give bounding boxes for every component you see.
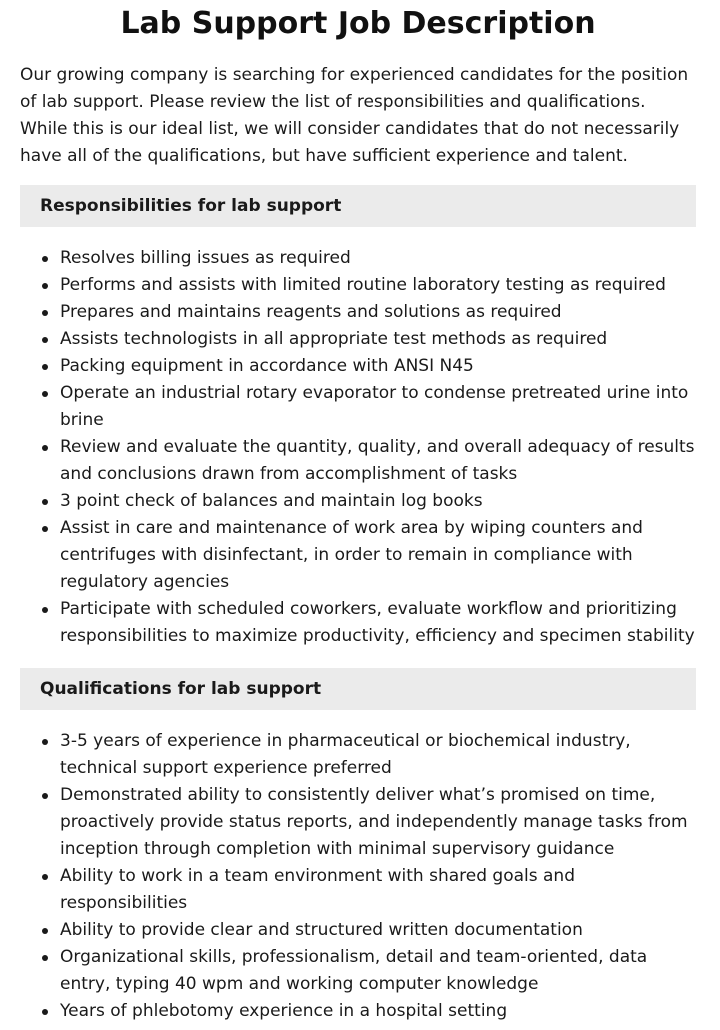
responsibility-item: Assists technologists in all appropriate test methods as required: [60, 326, 696, 353]
responsibilities-header: Responsibilities for lab support: [20, 185, 696, 227]
responsibilities-list: [20, 245, 696, 650]
responsibility-item: Packing equipment in accordance with ANSI N45: [60, 353, 696, 380]
qualification-item: Demonstrated ability to consistently deliver what’s promised on time, proactively provide status reports, and independently manage tasks from inception through completion with minimal supervisory guidance: [60, 782, 696, 863]
qualification-item: Years of phlebotomy experience in a hospital setting: [60, 998, 696, 1025]
page-title: Lab Support Job Description: [120, 6, 596, 41]
job-description-page: [20, 0, 696, 1025]
qualification-item: Ability to provide clear and structured written documentation: [60, 917, 696, 944]
responsibility-item: Resolves billing issues as required: [60, 245, 696, 272]
responsibility-item: Operate an industrial rotary evaporator to condense pretreated urine into brine: [60, 380, 696, 434]
responsibility-item: Assist in care and maintenance of work area by wiping counters and centrifuges with disinfectant, in order to remain in compliance with regulatory agencies: [60, 515, 696, 596]
responsibility-item: Review and evaluate the quantity, quality, and overall adequacy of results and conclusions drawn from accomplishment of tasks: [60, 434, 696, 488]
responsibility-item: 3 point check of balances and maintain log books: [60, 488, 696, 515]
responsibility-item: Performs and assists with limited routine laboratory testing as required: [60, 272, 696, 299]
qualifications-list: [20, 728, 696, 1025]
qualifications-header: Qualifications for lab support: [20, 668, 696, 710]
qualification-item: Organizational skills, professionalism, detail and team-oriented, data entry, typing 40 wpm and working computer knowledge: [60, 944, 696, 998]
responsibility-item: Prepares and maintains reagents and solutions as required: [60, 299, 696, 326]
responsibility-item: Participate with scheduled coworkers, evaluate workflow and prioritizing responsibilities to maximize productivity, efficiency and specimen stability: [60, 596, 696, 650]
qualification-item: 3-5 years of experience in pharmaceutical or biochemical industry, technical support experience preferred: [60, 728, 696, 782]
intro-paragraph: Our growing company is searching for experienced candidates for the position of lab support. Please review the list of responsibilities and qualifications. While this is our ideal list, we will consider candidates that do not necessarily have all of the qualifications, but have sufficient experience and talent.: [20, 65, 689, 166]
qualification-item: Ability to work in a team environment with shared goals and responsibilities: [60, 863, 696, 917]
